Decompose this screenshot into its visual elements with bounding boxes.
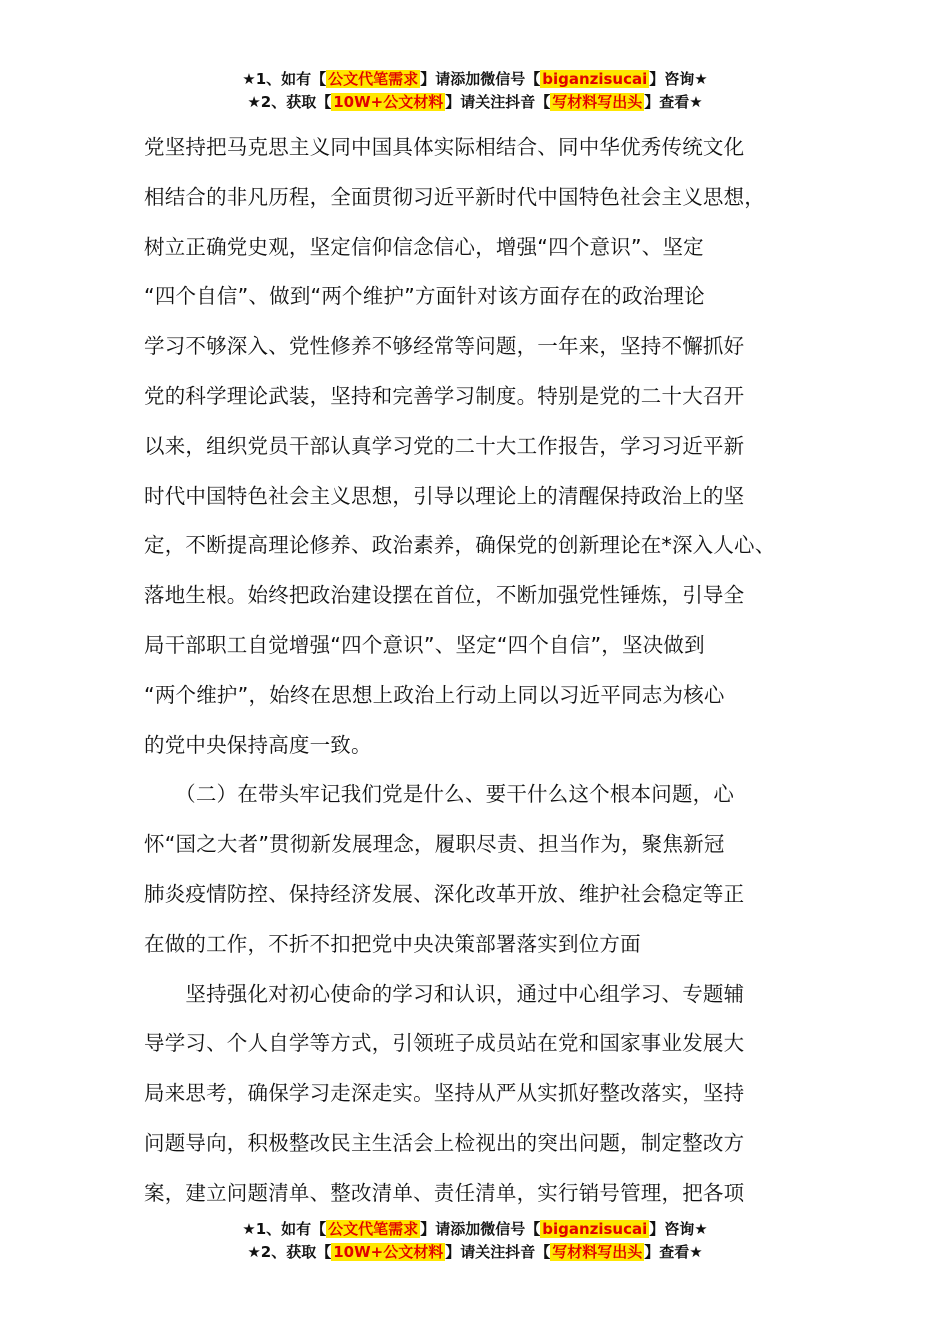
section-heading-line: 怀“国之大者”贯彻新发展理念，履职尽责、担当作为，聚焦新冠 [144, 832, 725, 857]
body-line: 党坚持把马克思主义同中国具体实际相结合、同中华优秀传统文化 [144, 135, 745, 159]
body-line: “四个自信”、做到“两个维护”方面针对该方面存在的政治理论 [144, 284, 705, 309]
body-line: 定，不断提高理论修养、政治素养，确保党的创新理论在*深入人心、 [144, 533, 776, 558]
body-line: 局来思考，确保学习走深走实。坚持从严从实抓好整改落实，坚持 [144, 1081, 745, 1106]
body-line: 的党中央保持高度一致。 [144, 732, 372, 757]
body-line: 树立正确党史观，坚定信仰信念信心，增强“四个意识”、坚定 [144, 234, 704, 259]
promo-line-2: ★2、获取【 10W+公文材料 】请关注抖音【 写材料写出头 】查看★ [247, 1243, 703, 1261]
section-heading-line: 在做的工作，不折不扣把党中央决策部署落实到位方面 [144, 931, 641, 956]
body-line: 问题导向，积极整改民主生活会上检视出的突出问题，制定整改方 [144, 1130, 745, 1155]
promo-highlight: 公文代笔需求 [328, 1220, 419, 1238]
douyin-account: 写材料写出头 [552, 93, 643, 111]
body-line: 以来，组织党员干部认真学习党的二十大工作报告，学习习近平新 [144, 433, 745, 458]
promo-highlight: 公文代笔需求 [328, 70, 419, 88]
body-line: 落地生根。始终把政治建设摆在首位，不断加强党性锤炼，引导全 [144, 583, 745, 608]
body-line: 相结合的非凡历程，全面贯彻习近平新时代中国特色社会主义思想， [144, 184, 765, 209]
section-heading-line: 肺炎疫情防控、保持经济发展、深化改革开放、维护社会稳定等正 [144, 881, 745, 906]
promo-line-1: ★1、如有【 公文代笔需求 】请添加微信号【 biganzisucai 】咨询★ [242, 70, 708, 88]
body-line: 导学习、个人自学等方式，引领班子成员站在党和国家事业发展大 [144, 1031, 745, 1056]
body-line: 学习不够深入、党性修养不够经常等问题，一年来，坚持不懈抓好 [144, 334, 745, 359]
promo-line-2: ★2、获取【 10W+公文材料 】请关注抖音【 写材料写出头 】查看★ [247, 93, 703, 111]
promo-line-1: ★1、如有【 公文代笔需求 】请添加微信号【 biganzisucai 】咨询★ [242, 1220, 708, 1238]
body-line: “两个维护”，始终在思想上政治上行动上同以习近平同志为核心 [144, 682, 725, 707]
header-promo-banner [0, 68, 950, 114]
promo-highlight: 10W+公文材料 [333, 93, 444, 111]
douyin-account: 写材料写出头 [552, 1243, 643, 1261]
body-line: 坚持强化对初心使命的学习和认识，通过中心组学习、专题辅 [144, 981, 745, 1006]
wechat-id: biganzisucai [542, 70, 648, 88]
body-line: 案，建立问题清单、整改清单、责任清单，实行销号管理，把各项 [144, 1180, 745, 1205]
body-line: 局干部职工自觉增强“四个意识”、坚定“四个自信”，坚决做到 [144, 632, 705, 657]
body-line: 时代中国特色社会主义思想，引导以理论上的清醒保持政治上的坚 [144, 483, 745, 508]
body-line: 党的科学理论武装，坚持和完善学习制度。特别是党的二十大召开 [144, 383, 745, 408]
footer-promo-banner [0, 1218, 950, 1264]
wechat-id: biganzisucai [542, 1220, 648, 1238]
section-heading-line: （二）在带头牢记我们党是什么、要干什么这个根本问题，心 [144, 782, 735, 807]
promo-highlight: 10W+公文材料 [333, 1243, 444, 1261]
document-body [144, 123, 844, 1219]
